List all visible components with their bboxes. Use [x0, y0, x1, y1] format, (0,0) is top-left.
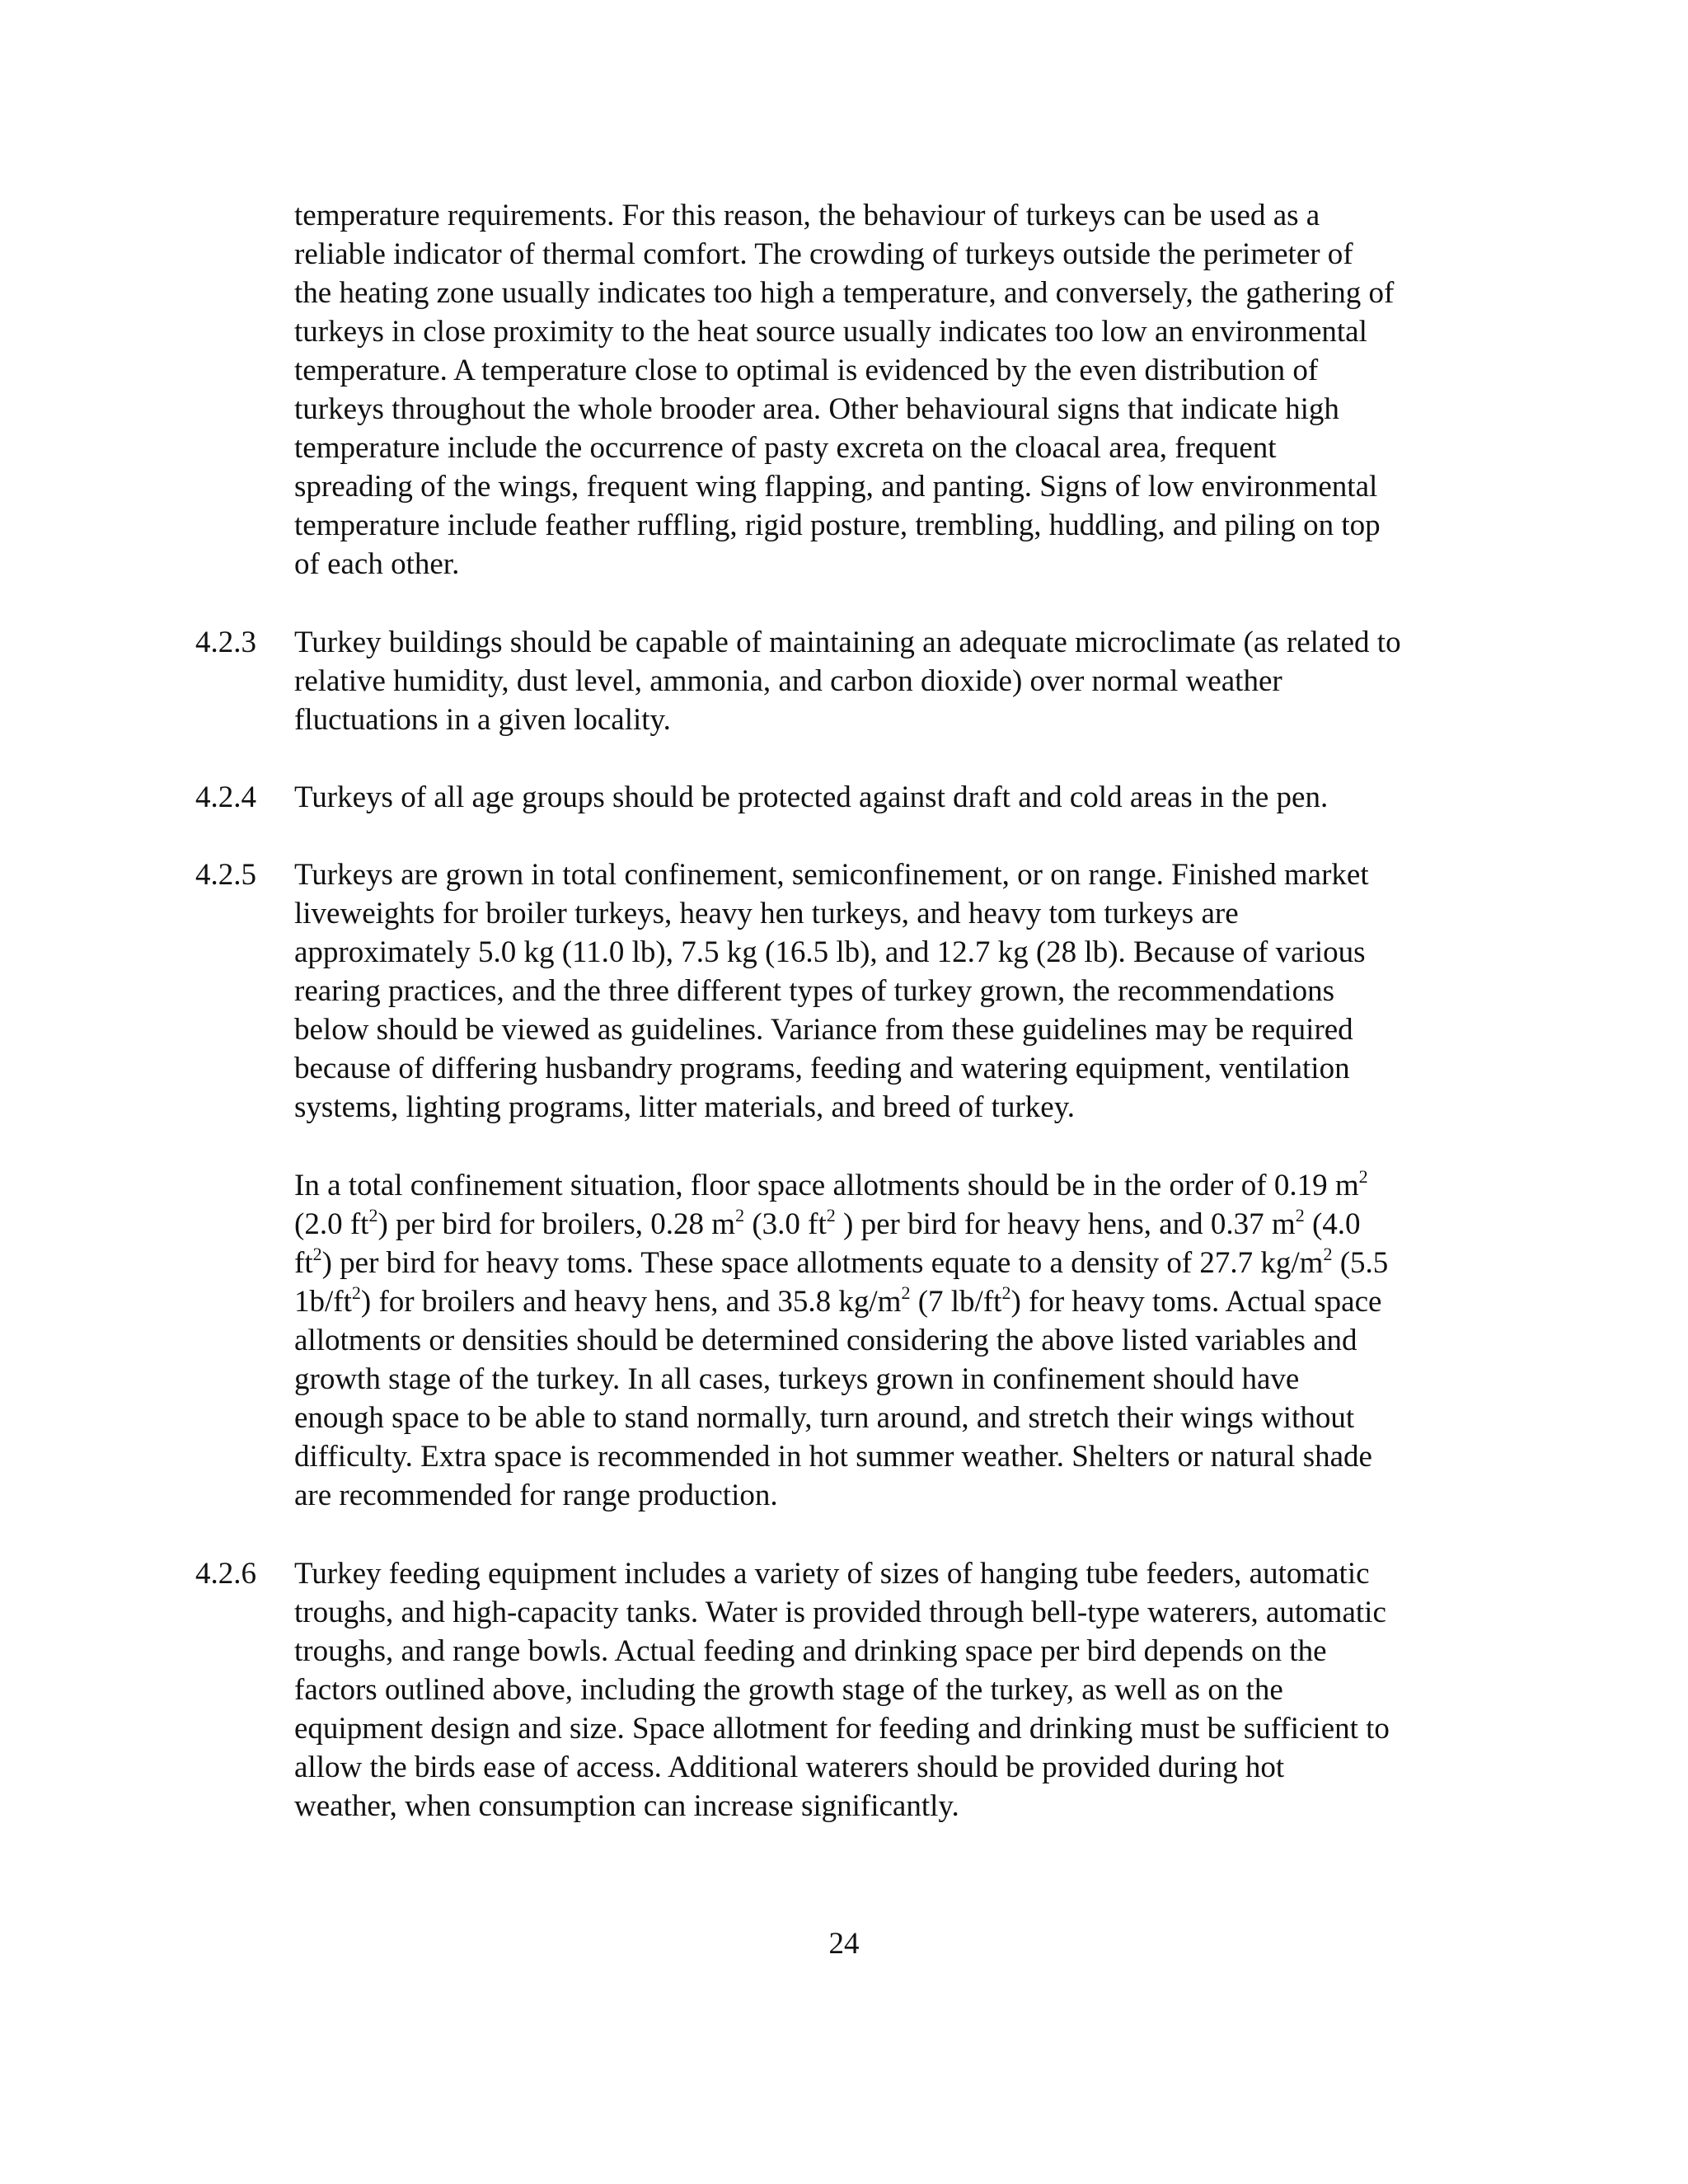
superscript: 2: [735, 1205, 745, 1226]
superscript: 2: [368, 1205, 378, 1226]
text-run: ) for heavy toms. Actual space: [1010, 1285, 1382, 1319]
superscript: 2: [1323, 1244, 1333, 1264]
text-line: [294, 1282, 1388, 1321]
text-run: ) per bird for broilers, 0.28 m: [377, 1207, 736, 1241]
intro-paragraph: [294, 196, 1394, 583]
space-allotment-paragraph: [294, 1166, 1388, 1515]
text-line: enough space to be able to stand normally, turn around, and stretch their wings without: [294, 1401, 1355, 1435]
text-line: [294, 1166, 1388, 1205]
text-line: weather, when consumption can increase significantly.: [294, 1789, 959, 1823]
text-run: ft: [294, 1246, 313, 1280]
text-line: turkeys in close proximity to the heat source usually indicates too low an environmental: [294, 315, 1367, 349]
text-run: ) per bird for heavy hens, and 0.37 m: [835, 1207, 1296, 1241]
text-line: Turkeys are grown in total confinement, semiconfinement, or on range. Finished market: [294, 858, 1369, 892]
text-run: ) for broilers and heavy hens, and 35.8 kg/m: [360, 1285, 902, 1319]
text-line: allotments or densities should be determined considering the above listed variables and: [294, 1324, 1357, 1357]
text-line: the heating zone usually indicates too high a temperature, and conversely, the gathering of: [294, 276, 1395, 310]
text-run: 1b/ft: [294, 1285, 352, 1319]
text-line: growth stage of the turkey. In all cases, turkeys grown in confinement should have: [294, 1362, 1300, 1396]
superscript: 2: [901, 1282, 911, 1303]
superscript: 2: [826, 1205, 836, 1226]
text-line: reliable indicator of thermal comfort. The crowding of turkeys outside the perimeter of: [294, 237, 1353, 271]
text-run: (4.0: [1304, 1207, 1361, 1241]
superscript: 2: [312, 1244, 322, 1264]
text-line: factors outlined above, including the growth stage of the turkey, as well as on the: [294, 1673, 1283, 1707]
section-number-4-2-4: 4.2.4: [195, 780, 256, 814]
text-line: turkeys throughout the whole brooder area. Other behavioural signs that indicate high: [294, 392, 1339, 426]
text-line: equipment design and size. Space allotment for feeding and drinking must be sufficient to: [294, 1712, 1390, 1746]
text-line: difficulty. Extra space is recommended in hot summer weather. Shelters or natural shade: [294, 1440, 1372, 1474]
text-line: temperature. A temperature close to optimal is evidenced by the even distribution of: [294, 354, 1319, 387]
text-line: Turkey buildings should be capable of maintaining an adequate microclimate (as related to: [294, 626, 1401, 659]
superscript: 2: [1001, 1282, 1011, 1303]
text-line: below should be viewed as guidelines. Variance from these guidelines may be required: [294, 1013, 1353, 1047]
text-line: approximately 5.0 kg (11.0 lb), 7.5 kg (16.5 lb), and 12.7 kg (28 lb). Because of various: [294, 935, 1366, 969]
text-run: (2.0 ft: [294, 1207, 369, 1241]
section-4-2-3-text: [294, 623, 1401, 739]
section-4-2-4-text: [294, 778, 1328, 817]
text-line: Turkeys of all age groups should be protected against draft and cold areas in the pen.: [294, 780, 1329, 814]
section-4-2-6-text: [294, 1554, 1390, 1825]
text-run: (5.5: [1332, 1246, 1389, 1280]
text-line: [294, 1244, 1388, 1282]
section-number-4-2-3: 4.2.3: [195, 626, 256, 659]
section-4-2-5-text: [294, 855, 1369, 1127]
text-line: systems, lighting programs, litter materials, and breed of turkey.: [294, 1090, 1076, 1124]
superscript: 2: [1295, 1205, 1305, 1226]
text-run: In a total confinement situation, floor space allotments should be in the order of 0.19 m: [294, 1169, 1359, 1202]
text-line: rearing practices, and the three different types of turkey grown, the recommendations: [294, 974, 1334, 1008]
text-line: troughs, and high-capacity tanks. Water is provided through bell-type waterers, automatic: [294, 1596, 1386, 1629]
text-line: of each other.: [294, 547, 460, 581]
section-number-4-2-5: 4.2.5: [195, 858, 256, 892]
text-line: fluctuations in a given locality.: [294, 703, 671, 737]
superscript: 2: [1358, 1166, 1368, 1187]
text-line: spreading of the wings, frequent wing flapping, and panting. Signs of low environmental: [294, 470, 1378, 504]
text-line: troughs, and range bowls. Actual feeding and drinking space per bird depends on the: [294, 1634, 1327, 1668]
text-run: (3.0 ft: [744, 1207, 827, 1241]
text-line: temperature include the occurrence of pasty excreta on the cloacal area, frequent: [294, 431, 1277, 465]
text-line: relative humidity, dust level, ammonia, and carbon dioxide) over normal weather: [294, 664, 1282, 698]
text-line: temperature requirements. For this reason, the behaviour of turkeys can be used as a: [294, 199, 1320, 232]
text-line: allow the birds ease of access. Additional waterers should be provided during hot: [294, 1750, 1285, 1784]
section-number-4-2-6: 4.2.6: [195, 1557, 256, 1591]
text-run: ) per bird for heavy toms. These space allotments equate to a density of 27.7 kg/m: [321, 1246, 1324, 1280]
text-line: because of differing husbandry programs, feeding and watering equipment, ventilation: [294, 1052, 1350, 1085]
text-line: [294, 1205, 1388, 1244]
superscript: 2: [351, 1282, 361, 1303]
text-line: are recommended for range production.: [294, 1479, 778, 1512]
text-line: liveweights for broiler turkeys, heavy hen turkeys, and heavy tom turkeys are: [294, 897, 1239, 930]
page-number: 24: [828, 1927, 860, 1961]
text-line: temperature include feather ruffling, rigid posture, trembling, huddling, and piling on top: [294, 509, 1381, 542]
text-line: Turkey feeding equipment includes a variety of sizes of hanging tube feeders, automatic: [294, 1557, 1370, 1591]
text-run: (7 lb/ft: [910, 1285, 1002, 1319]
